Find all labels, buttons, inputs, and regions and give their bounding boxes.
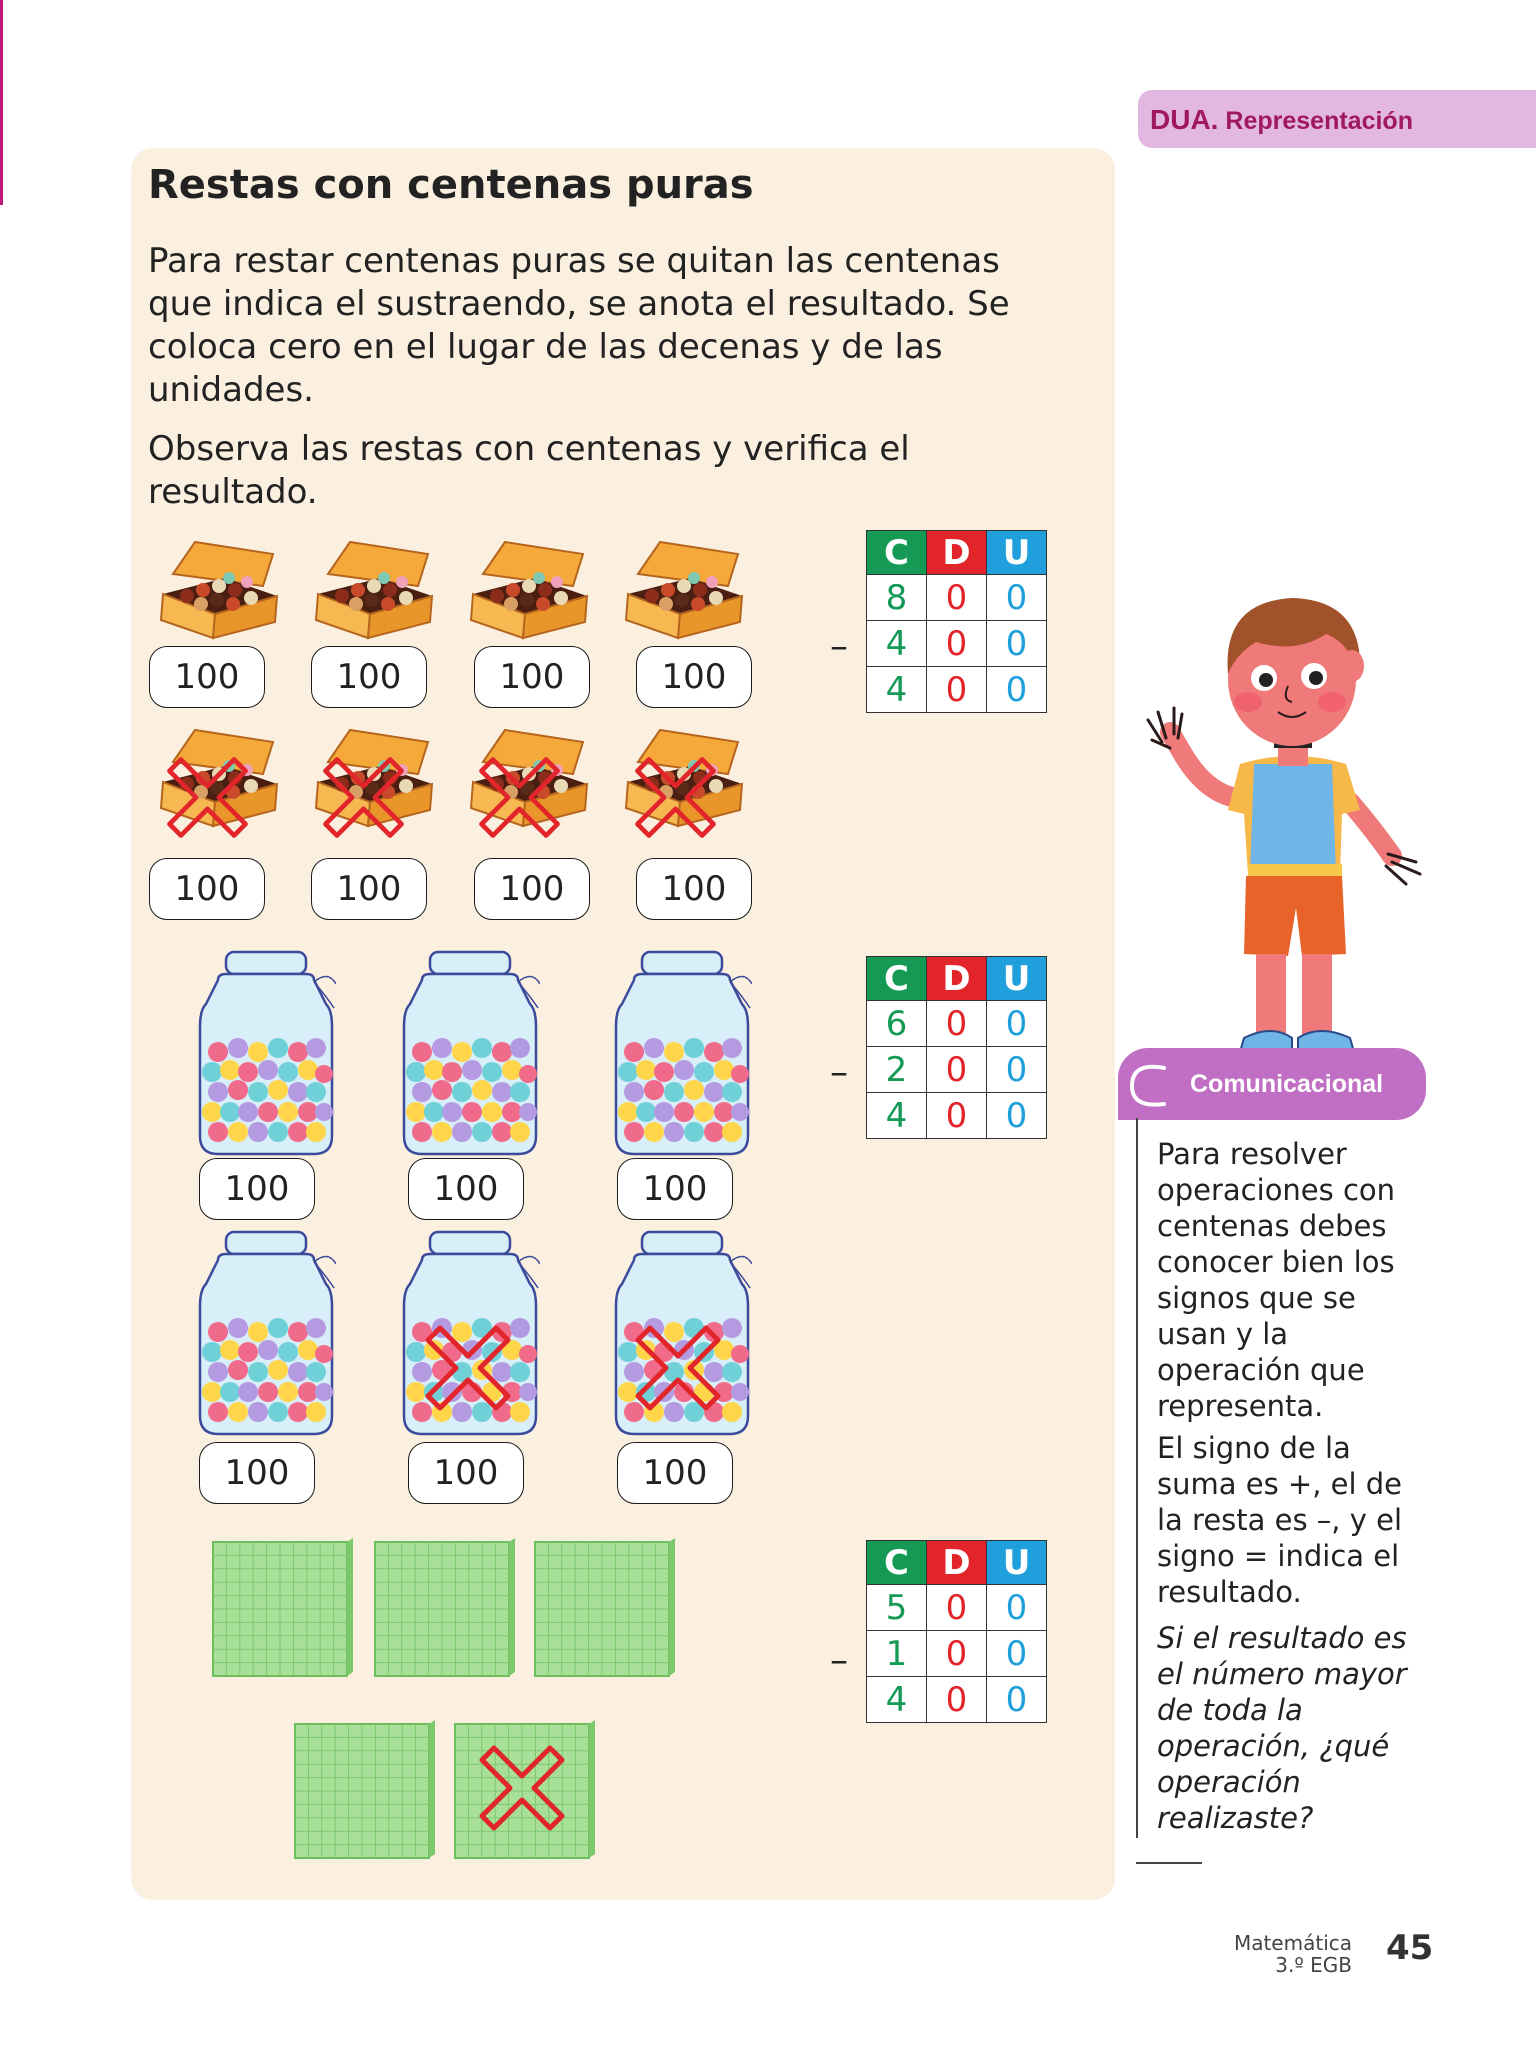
header-u: U (987, 531, 1047, 575)
hundred-flat-icon (373, 1536, 517, 1680)
subtrahend-c: 4 (867, 621, 927, 667)
header-c: C (867, 1541, 927, 1585)
subtrahend-d: 0 (927, 1047, 987, 1093)
result-d: 0 (927, 667, 987, 713)
minuend-u: 0 (987, 575, 1047, 621)
result-d: 0 (927, 1677, 987, 1723)
subtrahend-c: 1 (867, 1631, 927, 1677)
minuend-c: 6 (867, 1001, 927, 1047)
cross-mark-icon (472, 1738, 572, 1838)
result-c: 4 (867, 1093, 927, 1139)
result-u: 0 (987, 1677, 1047, 1723)
c-letter-icon (1124, 1058, 1176, 1110)
cross-mark-icon (472, 750, 567, 845)
minuend-d: 0 (927, 1585, 987, 1631)
value-label: 100 (474, 646, 590, 708)
candy-jar-icon (612, 948, 752, 1158)
minus-sign: – (830, 1640, 848, 1681)
cross-mark-icon (628, 1318, 728, 1418)
place-value-table (866, 1540, 1047, 1723)
chocolate-box-icon (465, 534, 595, 644)
communication-badge-label: Comunicacional (1190, 1070, 1384, 1098)
sidebar-text-2: El signo de la suma es +, el de la resta es –, y el signo = indica el resultado. (1157, 1431, 1403, 1609)
chocolate-box-icon (620, 534, 750, 644)
result-c: 4 (867, 667, 927, 713)
subtrahend-d: 0 (927, 1631, 987, 1677)
place-value-table (866, 956, 1047, 1139)
sidebar-text-1: Para resolver operaciones con centenas debes conocer bien los signos que se usan y la operación que representa. (1157, 1137, 1396, 1423)
place-value-table (866, 530, 1047, 713)
candy-jar-icon (196, 1228, 336, 1438)
subtrahend-u: 0 (987, 1047, 1047, 1093)
page-title: Restas con centenas puras (148, 162, 754, 208)
value-label: 100 (474, 858, 590, 920)
header-u: U (987, 1541, 1047, 1585)
value-label: 100 (311, 646, 427, 708)
value-label: 100 (199, 1442, 315, 1504)
instruction-paragraph: Observa las restas con centenas y verifica el resultado. (148, 429, 910, 512)
page-number: 45 (1386, 1928, 1434, 1968)
value-label: 100 (617, 1158, 733, 1220)
minuend-d: 0 (927, 575, 987, 621)
sidebar-question: Si el resultado es el número mayor de toda la operación, ¿qué operación realizaste? (1157, 1621, 1407, 1835)
dua-label: DUA. Representación (1150, 104, 1413, 135)
value-label: 100 (408, 1158, 524, 1220)
minuend-d: 0 (927, 1001, 987, 1047)
result-u: 0 (987, 1093, 1047, 1139)
edge-bar (0, 0, 3, 205)
minuend-u: 0 (987, 1001, 1047, 1047)
value-label: 100 (636, 858, 752, 920)
header-u: U (987, 957, 1047, 1001)
minuend-c: 5 (867, 1585, 927, 1631)
cross-mark-icon (628, 750, 723, 845)
value-label: 100 (149, 646, 265, 708)
minus-sign: – (830, 626, 848, 667)
header-d: D (927, 531, 987, 575)
footer-subject (1222, 1932, 1352, 1976)
result-u: 0 (987, 667, 1047, 713)
sidebar-divider (1136, 1118, 1138, 1838)
hundred-flat-icon (533, 1536, 677, 1680)
boy-illustration (1136, 562, 1436, 1070)
value-label: 100 (199, 1158, 315, 1220)
candy-jar-icon (196, 948, 336, 1158)
minus-sign: – (830, 1052, 848, 1093)
header-c: C (867, 531, 927, 575)
hundred-flat-icon (293, 1718, 437, 1862)
subtrahend-d: 0 (927, 621, 987, 667)
cross-mark-icon (316, 750, 411, 845)
value-label: 100 (617, 1442, 733, 1504)
result-d: 0 (927, 1093, 987, 1139)
candy-jar-icon (400, 948, 540, 1158)
chocolate-box-icon (310, 534, 440, 644)
header-d: D (927, 957, 987, 1001)
result-c: 4 (867, 1677, 927, 1723)
grade-label: 3.º EGB (1275, 1953, 1352, 1977)
header-d: D (927, 1541, 987, 1585)
header-c: C (867, 957, 927, 1001)
hundred-flat-icon (211, 1536, 355, 1680)
minuend-c: 8 (867, 575, 927, 621)
value-label: 100 (149, 858, 265, 920)
value-label: 100 (408, 1442, 524, 1504)
cross-mark-icon (160, 750, 255, 845)
value-label: 100 (311, 858, 427, 920)
subtrahend-u: 0 (987, 621, 1047, 667)
subject-label: Matemática (1233, 1931, 1352, 1955)
subtrahend-u: 0 (987, 1631, 1047, 1677)
chocolate-box-icon (155, 534, 285, 644)
subtrahend-c: 2 (867, 1047, 927, 1093)
intro-paragraph: Para restar centenas puras se quitan las centenas que indica el sustraendo, se anota el resultado. Se coloca cero en el lugar de las decenas y de las unidades. (148, 241, 1010, 410)
value-label: 100 (636, 646, 752, 708)
minuend-u: 0 (987, 1585, 1047, 1631)
sidebar-divider-end (1136, 1862, 1202, 1864)
cross-mark-icon (418, 1318, 518, 1418)
